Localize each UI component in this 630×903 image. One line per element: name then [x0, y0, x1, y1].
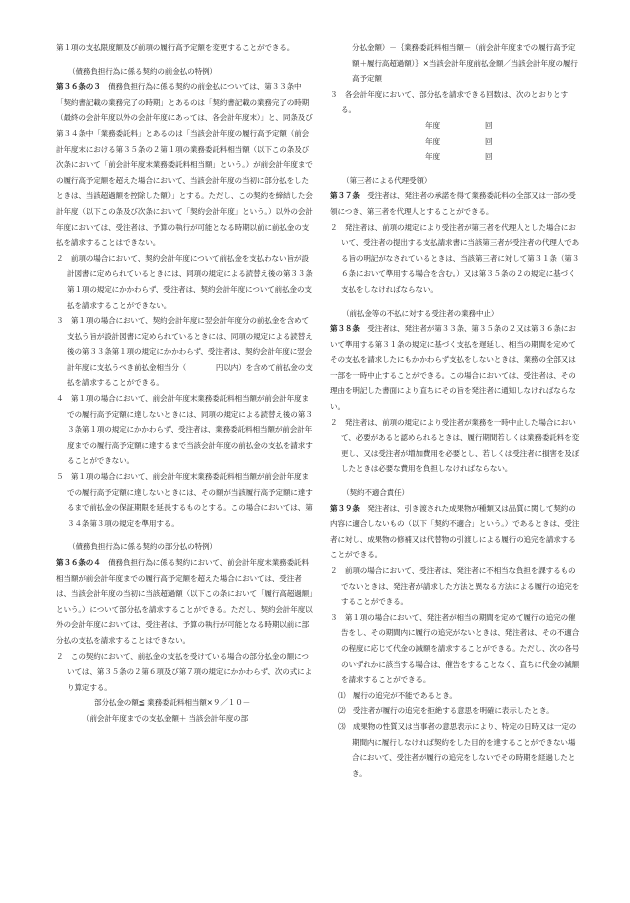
- paragraph-4: ４ 第１項の場合において、前会計年度末業務委託料相当額が前会計年度までの履行高予定額に達しないときには、同項の規定による読替え後の第３３条第１項の規定にかかわらず、受注者は、業務委託料相当額が前会計年度までの履行高予定額に達するまで当該会計年度の前払金の支払を請求することができない。: [56, 394, 313, 466]
- paragraph-2: ２ この契約において、前払金の支払を受けている場合の部分払金の額については、第３５条の２第６項及び第７項の規定にかかわらず、次の式により算定する。: [56, 651, 313, 692]
- article-number: 第３９条: [330, 503, 360, 513]
- paragraph-2: ２ 発注者は、前項の規定により受注者が業務を一時中止した場合において、必要があると認められるときは、履行期間若しくは業務委託料を変更し、又は受注者が増加費用を必要とし、若しくは受注者に損害を及ぼしたときは必要な費用を負担しなければならない。: [330, 417, 580, 474]
- formula-continued: 分払金額）－｛業務委託料相当額－（前会計年度までの履行高予定額＋履行高超過額）｝×当該会計年度前払金額／当該会計年度の履行高予定額: [352, 43, 578, 84]
- item-text: 受注者が履行の追完を拒絶する意思を明確に表示したとき。: [352, 706, 554, 716]
- list-item: [330, 688, 582, 704]
- article-text: 受注者は、発注者が第３３条、第３５条の２又は第３６条において準用する第３１条の規定に基づく支払を遅延し、相当の期間を定めてその支払を請求したにもかかわらず支払をしないときは、業務の全部又は一部を一時中止することができる。この場合においては、受注者は、その理由を明記した書面により直ちにその旨を発注者に通知しなければならない。: [330, 324, 576, 412]
- year-row: [330, 118, 582, 134]
- count-unit: 回: [485, 120, 493, 130]
- article-caption-36-4: （債務負担行為に係る契約の部分払の特例）: [68, 542, 217, 552]
- article-caption-39: （契約不適合責任）: [342, 488, 409, 498]
- article-number: 第３７条: [330, 191, 360, 201]
- paragraph-5: ５ 第１項の場合において、前会計年度末業務委託料相当額が前会計年度までの履行高予定額に達しないときには、その額が当該履行高予定額に達するまで前払金の保証期限を延長するものとする。この場合においては、第３４条第３項の規定を準用する。: [56, 472, 313, 528]
- article-36-3: [56, 79, 313, 251]
- item-number: ⑴: [338, 690, 346, 700]
- article-number: 第３８条: [330, 324, 360, 334]
- year-label: 年度: [425, 120, 440, 130]
- left-column: [56, 40, 313, 727]
- list-item: [330, 703, 582, 719]
- year-label: 年度: [425, 152, 440, 162]
- article-36-4: [56, 555, 313, 649]
- continued-text: 第１項の支払限度額及び前項の履行高予定額を変更することができる。: [56, 43, 295, 52]
- item-number: ⑵: [338, 706, 346, 716]
- article-caption-36-3: （債務負担行為に係る契約の前金払の特例）: [68, 66, 217, 76]
- year-label: 年度: [425, 136, 440, 146]
- paragraph-2: ２ 前項の場合において、受注者は、発注者に不相当な負担を課するものでないときは、発注者が請求した方法と異なる方法による履行の追完をすることができる。: [330, 566, 580, 607]
- item-text: 成果物の性質又は当事者の意思表示により、特定の日時又は一定の期間内に履行しなければ契約をした目的を達することができない場合において、受注者が履行の追完をしないでその時期を経過したとき。: [352, 721, 577, 778]
- article-number: 第３６条の３: [56, 82, 101, 92]
- formula-line: （前会計年度までの支払金額＋ 当該会計年度の部: [82, 713, 249, 723]
- paragraph-3: ３ 第１項の場合において、発注者が相当の期間を定めて履行の追完の催告をし、その期間内に履行の追完がないときは、発注者は、その不適合の程度に応じて代金の減額を請求することができる。ただし、次の各号のいずれかに該当する場合は、催告をすることなく、直ちに代金の減額を請求することができる。: [330, 612, 580, 685]
- paragraph-2: ２ 発注者は、前項の規定により受注者が第三者を代理人とした場合において、受注者の提出する支払請求書に当該第三者が受注者の代理人である旨の明記がなされているときは、当該第三者に対して第３１条（第３６条において準用する場合を含む。）又は第３５条の２の規定に基づく支払をしなければならない。: [330, 222, 580, 294]
- article-caption-37: （第三者による代理受領）: [342, 175, 432, 185]
- article-text: 発注者は、引き渡された成果物が種類又は品質に関して契約の内容に適合しないもの（以下「契約不適合」という。）であるときは、受注者に対し、成果物の修補又は代替物の引渡しによる履行の追完を請求することができる。: [330, 503, 580, 560]
- year-row: [330, 134, 582, 150]
- article-text: 債務負担行為に係る契約において、前会計年度末業務委託料相当額が前会計年度までの履行高予定額を超えた場合においては、受注者は、当該会計年度の当初に当該超過額（以下この条において「履行高超過額」という。）について部分払を請求することができる。ただし、契約会計年度以外の会計年度においては、受注者は、予算の執行が可能となる時期以前に部分払の支払を請求することはできない。: [56, 558, 313, 645]
- article-38: [330, 321, 582, 415]
- paragraph-2: ２ 前項の場合において、契約会計年度について前払金を支払わない旨が設計図書に定められているときには、同項の規定による読替え後の第３３条第１項の規定にかかわらず、受注者は、契約会計年度について前払金の支払を請求することができない。: [56, 253, 313, 310]
- item-number: ⑶: [338, 721, 346, 731]
- article-number: 第３６条の４: [56, 558, 101, 567]
- formula-line: 部分払金の額≦ 業務委託料相当額×９／１０－: [94, 698, 251, 708]
- article-37: [330, 188, 582, 219]
- count-unit: 回: [485, 152, 493, 162]
- article-caption-38: （前払金等の不払に対する受注者の業務中止）: [342, 308, 499, 318]
- paragraph-3: ３ 第１項の場合において、契約会計年度に翌会計年度分の前払金を含めて支払う旨が設計図書に定められているときには、同項の規定による読替え後の第３３条第１項の規定にかかわらず、受注者は、契約会計年度に翌会計年度に支払うべき前払金相当分（ 円以内）を含めて前払金の支払を請求することができる。: [56, 316, 313, 388]
- list-item: [330, 719, 582, 781]
- count-unit: 回: [485, 136, 493, 146]
- article-39: [330, 501, 582, 563]
- right-column: [330, 40, 582, 781]
- article-text: 受注者は、発注者の承諾を得て業務委託料の全部又は一部の受領につき、第三者を代理人とすることができる。: [330, 191, 576, 216]
- article-text: 債務負担行為に係る契約の前金払については、第３３条中「契約書記載の業務完了の時期」とあるのは「契約書記載の業務完了の時期（最終の会計年度以外の会計年度にあっては、各会計年度末）」と、同条及び第３４条中「業務委託料」とあるのは「当該会計年度の履行高予定額（前会計年度末における第３５条の２第１項の業務委託料相当額（以下この条及び次条において「前会計年度末業務委託料相当額」という。）が前会計年度までの履行高予定額を超えた場合において、当該会計年度の当初に部分払をしたときは、当該超過額を控除した額）」とする。ただし、この契約を締結した会計年度（以下この条及び次条において「契約会計年度」という。）以外の会計年度においては、受注者は、予算の執行が可能となる時期以前に前払金の支払を請求することはできない。: [56, 82, 313, 248]
- year-row: [330, 149, 582, 165]
- item-text: 履行の追完が不能であるとき。: [352, 690, 457, 700]
- paragraph-3: ３ 各会計年度において、部分払を請求できる回数は、次のとおりとする。: [330, 89, 569, 115]
